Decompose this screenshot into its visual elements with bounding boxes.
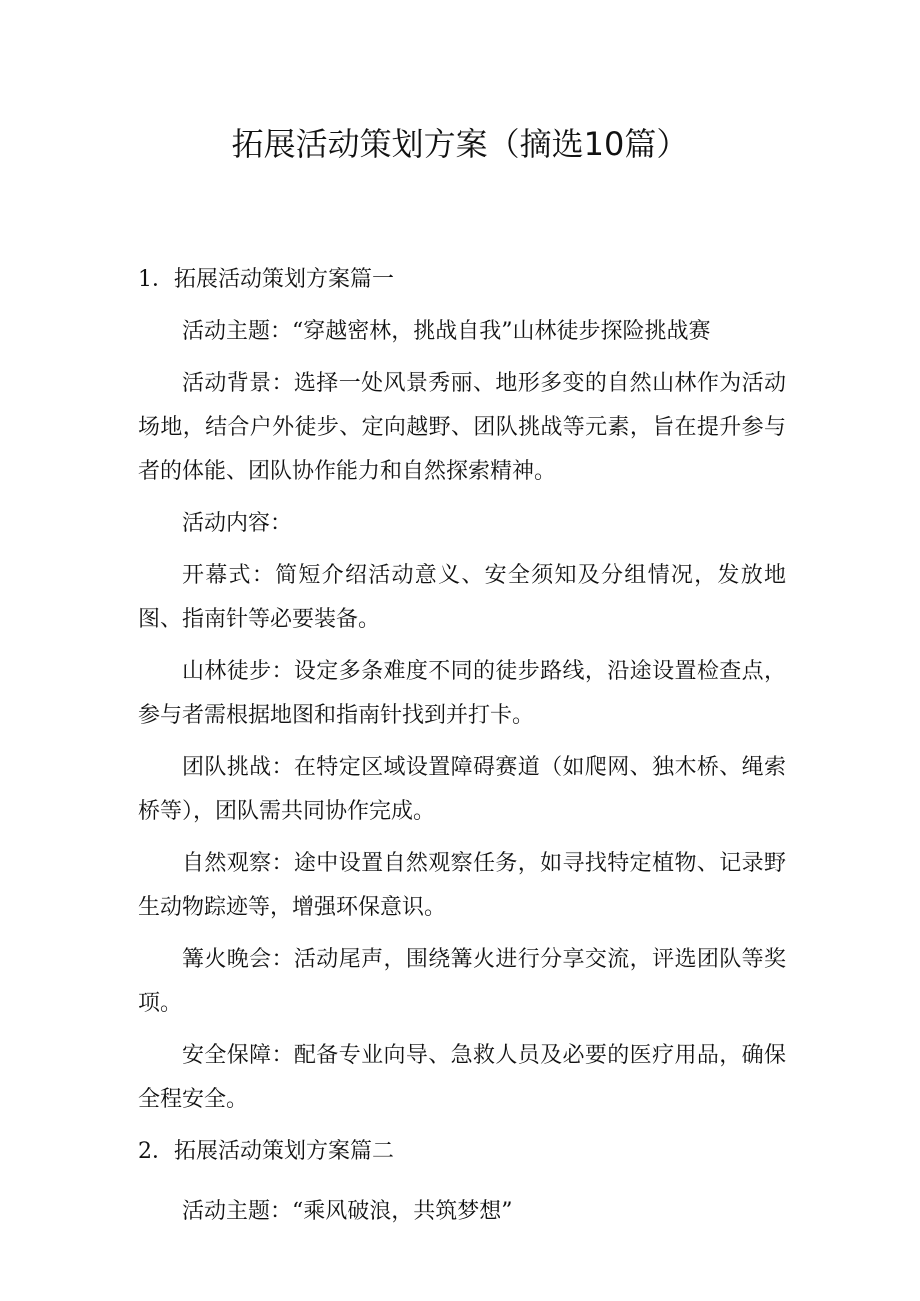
section-2 [138, 1130, 786, 1234]
paragraph-theme: 活动主题：“乘风破浪，共筑梦想” [182, 1199, 513, 1224]
paragraph-nature-observation: 自然观察：途中设置自然观察任务，如寻找特定植物、记录野生动物踪迹等，增强环保意识。 [138, 851, 786, 920]
page-title: 拓展活动策划方案（摘选10篇） [231, 125, 689, 163]
paragraph-theme: 活动主题：“穿越密林，挑战自我”山林徒步探险挑战赛 [182, 319, 711, 344]
paragraph-team-challenge: 团队挑战：在特定区域设置障碍赛道（如爬网、独木桥、绳索桥等），团队需共同协作完成。 [138, 755, 786, 824]
section-1 [138, 258, 786, 1122]
paragraph-safety: 安全保障：配备专业向导、急救人员及必要的医疗用品，确保全程安全。 [138, 1043, 786, 1112]
document-body [138, 258, 786, 1234]
paragraph-background: 活动背景：选择一处风景秀丽、地形多变的自然山林作为活动场地，结合户外徒步、定向越野、团队挑战等元素，旨在提升参与者的体能、团队协作能力和自然探索精神。 [138, 371, 786, 484]
paragraph-opening: 开幕式：简短介绍活动意义、安全须知及分组情况，发放地图、指南针等必要装备。 [138, 563, 786, 632]
paragraph-bonfire: 篝火晚会：活动尾声，围绕篝火进行分享交流，评选团队等奖项。 [138, 947, 786, 1016]
section-heading: 2．拓展活动策划方案篇二 [138, 1139, 394, 1164]
paragraph-hiking: 山林徒步：设定多条难度不同的徒步路线，沿途设置检查点，参与者需根据地图和指南针找到并打卡。 [138, 659, 786, 728]
section-heading: 1．拓展活动策划方案篇一 [138, 267, 394, 292]
paragraph-content-label: 活动内容： [182, 511, 293, 536]
